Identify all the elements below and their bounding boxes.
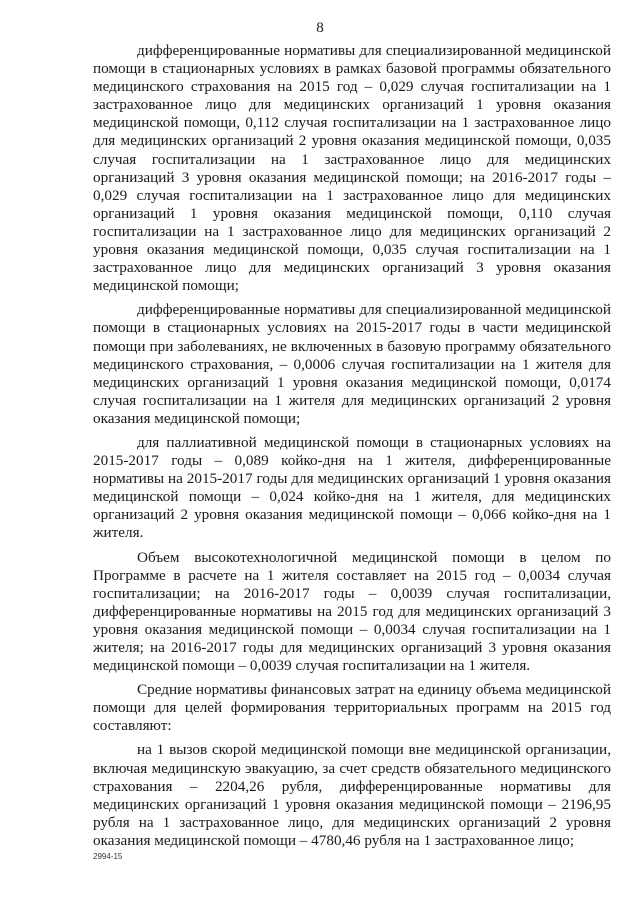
paragraph-financial-norms-intro: Средние нормативы финансовых затрат на единицу объема медицинской помощи для целей формирования территориальных программ на 2015 год составляют: [93,681,611,735]
paragraph-specialized-care-non-oms: дифференцированные нормативы для специализированной медицинской помощи в стационарных условиях на 2015-2017 годы в части медицинской помощи при заболеваниях, не включенных в базовую программу обязательного медицинского страхования, – 0,0006 случая госпитализации на 1 жителя для медицинских организаций 1 уровня оказания медицинской помощи, 0,0174 случая госпитализации на 1 жителя для медицинских организаций 2 уровня оказания медицинской помощи; [93,301,611,427]
paragraph-high-tech-care: Объем высокотехнологичной медицинской помощи в целом по Программе в расчете на 1 жителя составляет на 2015 год – 0,0034 случая госпитализации; на 2016-2017 годы – 0,0039 случая госпитализации, дифференцированные нормативы на 2015 год для медицинских организаций 3 уровня оказания медицинской помощи – 0,0034 случая госпитализации на 1 жителя; на 2016-2017 годы для медицинских организаций 3 уровня оказания медицинской помощи – 0,0039 случая госпитализации на 1 жителя. [93,548,611,675]
document-code: 2994-15 [93,852,123,861]
page-number: 8 [316,20,324,36]
paragraph-palliative-care: для паллиативной медицинской помощи в стационарных условиях на 2015-2017 годы – 0,089 койко-дня на 1 жителя, дифференцированные нормативы на 2015-2017 годы для медицинских организаций 1 уровня оказания медицинской помощи – 0,024 койко-дня на 1 жителя, для медицинских организаций 2 уровня оказания медицинской помощи – 0,066 койко-дня на 1 жителя. [93,433,611,542]
paragraph-ambulance-call-cost: на 1 вызов скорой медицинской помощи вне медицинской организации, включая медицинскую эвакуацию, за счет средств обязательного медицинского страхования – 2204,26 рубля, дифференцированные нормативы для медицинских организаций 1 уровня оказания медицинской помощи – 2196,95 рубля на 1 застрахованное лицо, для медицинских организаций 2 уровня оказания медицинской помощи – 4780,46 рубля на 1 застрахованное лицо; [93,741,611,849]
document-body [93,42,611,850]
paragraph-specialized-care-oms: дифференцированные нормативы для специализированной медицинской помощи в стационарных условиях в рамках базовой программы обязательного медицинского страхования на 2015 год – 0,029 случая госпитализации на 1 застрахованное лицо для медицинских организаций 1 уровня оказания медицинской помощи, 0,112 случая госпитализации на 1 застрахованное лицо для медицинских организаций 2 уровня оказания медицинской помощи, 0,035 случая госпитализации на 1 застрахованное лицо для медицинских организаций 3 уровня оказания медицинской помощи; на 2016-2017 годы – 0,029 случая госпитализации на 1 застрахованное лицо для медицинских организаций 1 уровня оказания медицинской помощи, 0,110 случая госпитализации на 1 застрахованное лицо для медицинских организаций 2 уровня оказания медицинской помощи, 0,035 случая госпитализации на 1 застрахованное лицо для медицинских организаций 3 уровня оказания медицинской помощи; [93,42,611,295]
